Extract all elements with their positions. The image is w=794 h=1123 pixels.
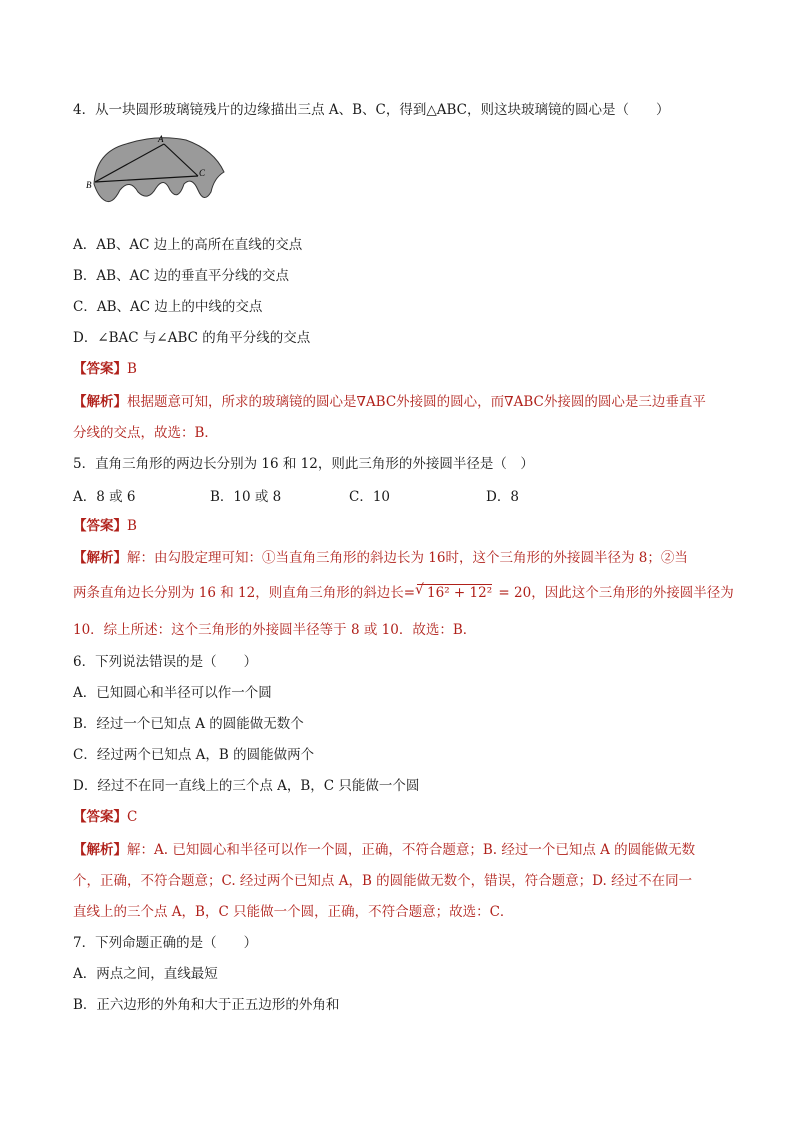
analysis-text: 解：由勾股定理可知：①当直角三角形的斜边长为 16时，这个三角形的外接圆半径为 8；②当 bbox=[127, 550, 688, 566]
answer-value: B bbox=[127, 518, 137, 534]
q5-option-c: C．10 bbox=[349, 489, 391, 505]
analysis-text: 根据题意可知，所求的玻璃镜的圆心是∇ABC外接圆的圆心，而∇ABC外接圆的圆心是三边垂直平 bbox=[127, 394, 706, 410]
label-a: A bbox=[158, 134, 164, 144]
answer-value: C bbox=[127, 809, 138, 825]
broken-mirror-figure bbox=[86, 132, 236, 212]
label-b: B bbox=[86, 180, 92, 190]
q6-option-b: B．经过一个已知点 A 的圆能做无数个 bbox=[73, 716, 304, 732]
q4-stem: 4．从一块圆形玻璃镜残片的边缘描出三点 A、B、C，得到△ABC，则这块玻璃镜的圆心是（ ） bbox=[73, 102, 670, 118]
q5-option-a: A．8 或 6 bbox=[73, 489, 136, 505]
answer-tag: 【答案】 bbox=[73, 361, 127, 377]
q6-answer bbox=[73, 807, 137, 827]
analysis-tag: 【解析】 bbox=[73, 842, 127, 858]
q6-stem: 6．下列说法错误的是（ ） bbox=[73, 654, 258, 670]
q4-answer bbox=[73, 359, 137, 379]
q4-option-d: D．∠BAC 与∠ABC 的角平分线的交点 bbox=[73, 330, 311, 346]
q6-analysis-line-3: 直线上的三个点 A，B，C 只能做一个圆，正确，不符合题意；故选：C． bbox=[73, 904, 514, 920]
q6-option-a: A．已知圆心和半径可以作一个圆 bbox=[73, 685, 272, 701]
q5-option-d: D．8 bbox=[486, 489, 519, 505]
label-c: C bbox=[199, 168, 206, 178]
q4-option-c: C．AB、AC 边上的中线的交点 bbox=[73, 299, 263, 315]
analysis-text: = 20，因此这个三角形的外接圆半径为 bbox=[494, 585, 734, 601]
answer-tag: 【答案】 bbox=[73, 518, 127, 534]
q7-option-a: A．两点之间，直线最短 bbox=[73, 966, 218, 982]
sqrt-expression: √ 16² + 12² bbox=[417, 584, 492, 601]
answer-tag: 【答案】 bbox=[73, 809, 127, 825]
q5-option-b: B．10 或 8 bbox=[210, 489, 282, 505]
q4-option-b: B．AB、AC 边的垂直平分线的交点 bbox=[73, 268, 289, 284]
analysis-tag: 【解析】 bbox=[73, 550, 127, 566]
q7-option-b: B．正六边形的外角和大于正五边形的外角和 bbox=[73, 997, 340, 1013]
q6-option-c: C．经过两个已知点 A，B 的圆能做两个 bbox=[73, 747, 315, 763]
q4-option-a: A．AB、AC 边上的高所在直线的交点 bbox=[73, 237, 303, 253]
q7-stem: 7．下列命题正确的是（ ） bbox=[73, 935, 258, 951]
answer-value: B bbox=[127, 361, 137, 377]
q4-analysis-line-2: 分线的交点，故选：B． bbox=[73, 425, 218, 441]
q5-answer bbox=[73, 516, 137, 536]
q5-analysis-line-1 bbox=[73, 548, 688, 568]
q5-stem: 5．直角三角形的两边长分别为 16 和 12，则此三角形的外接圆半径是（ ） bbox=[73, 456, 534, 472]
q6-analysis-line-1 bbox=[73, 840, 695, 860]
q6-option-d: D．经过不在同一直线上的三个点 A，B，C 只能做一个圆 bbox=[73, 778, 420, 794]
analysis-text: 解：A. 已知圆心和半径可以作一个圆，正确，不符合题意；B. 经过一个已知点 A 的圆能做无数 bbox=[127, 842, 696, 858]
q6-analysis-line-2: 个，正确，不符合题意；C. 经过两个已知点 A，B 的圆能做无数个，错误，符合题意；D. 经过不在同一 bbox=[73, 873, 693, 889]
analysis-tag: 【解析】 bbox=[73, 394, 127, 410]
analysis-text: 两条直角边长分别为 16 和 12，则直角三角形的斜边长= bbox=[73, 585, 416, 601]
q5-analysis-line-2 bbox=[73, 583, 734, 603]
q5-analysis-line-3: 10．综上所述：这个三角形的外接圆半径等于 8 或 10．故选：B． bbox=[73, 622, 477, 638]
q4-analysis-line-1 bbox=[73, 392, 706, 412]
